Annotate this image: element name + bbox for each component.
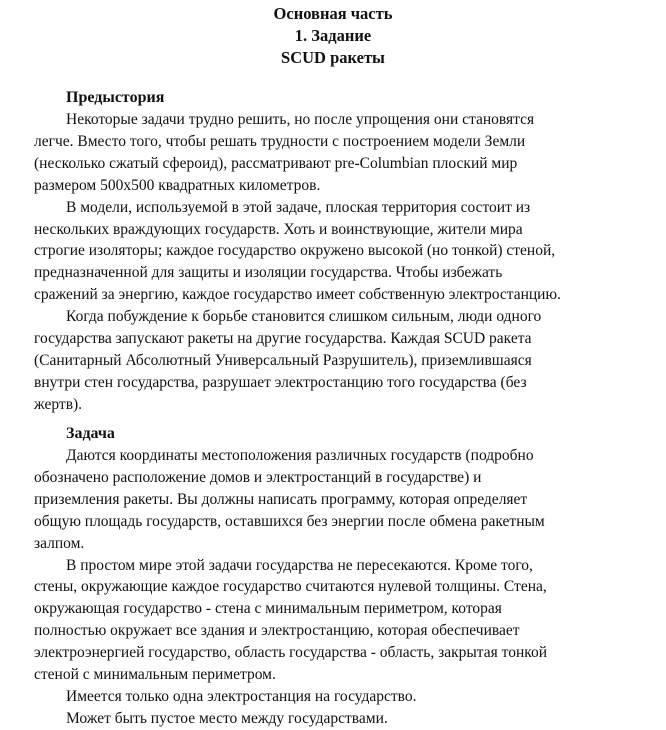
background-heading: Предыстория (66, 89, 165, 106)
paragraph-line: стены, окружающие каждое государство считаются нулевой толщины. Стена, (34, 578, 547, 596)
paragraph-line: стеной с минимальным периметром. (34, 666, 276, 684)
title-block (0, 0, 666, 69)
paragraph-line: (Санитарный Абсолютный Универсальный Разрушитель), приземлившаяся (34, 351, 532, 369)
paragraph-line: государства запускают ракеты на другие государства. Каждая SCUD ракета (34, 330, 532, 348)
task-number-title: 1. Задание (294, 26, 372, 45)
task-heading: Задача (66, 425, 115, 442)
paragraph-line: В модели, используемой в этой задаче, плоская территория состоит из (66, 198, 531, 216)
paragraph-line: Может быть пустое место между государствами. (66, 709, 388, 727)
paragraph-line: Некоторые задачи трудно решить, но после упрощения они становятся (66, 111, 535, 128)
paragraph-line: размером 500x500 квадратных километров. (34, 176, 321, 194)
paragraph-line: Когда побуждение к борьбе становится слишком сильным, люди одного (66, 308, 542, 326)
paragraph-line: электроэнергией государство, область государства - область, закрытая тонкой (34, 644, 548, 662)
main-part-title: Основная часть (273, 4, 393, 23)
paragraph-line: нескольких враждующих государств. Хоть и воинствующие, жители мира (34, 220, 523, 238)
paragraph-line: В простом мире этой задачи государства не пересекаются. Кроме того, (66, 556, 533, 574)
task-section (34, 423, 660, 730)
background-section (34, 87, 660, 416)
paragraph-line: предназначенной для защиты и изоляции государства. Чтобы избежать (34, 264, 503, 282)
paragraph-line: приземления ракеты. Вы должны написать программу, которая определяет (34, 490, 528, 508)
paragraph-line: полностью окружает все здания и электростанцию, которая обеспечивает (34, 622, 520, 640)
task-name-title: SCUD ракеты (281, 48, 385, 67)
paragraph-line: строгие изоляторы; каждое государство окружено высокой (но тонкой) стеной, (34, 242, 556, 260)
paragraph-line: залпом. (34, 534, 85, 552)
paragraph-line: Имеется только одна электростанция на государство. (66, 687, 417, 705)
paragraph-line: легче. Вместо того, чтобы решать трудности с построением модели Земли (34, 132, 526, 150)
paragraph-line: общую площадь государств, оставшихся без энергии после обмена ракетным (34, 512, 545, 530)
paragraph-line: Даются координаты местоположения различных государств (подробно (66, 447, 534, 464)
paragraph-line: (несколько сжатый сфероид), рассматривают pre-Columbian плоский мир (34, 154, 518, 172)
paragraph-line: сражений за энергию, каждое государство имеет собственную электростанцию. (34, 286, 561, 304)
paragraph-line: жертв). (34, 395, 83, 413)
paragraph-line: обозначено расположение домов и электростанций в государстве) и (34, 468, 482, 486)
paragraph-line: окружающая государство - стена с минимальным периметром, которая (34, 600, 502, 618)
paragraph-line: внутри стен государства, разрушает электростанцию того государства (без (34, 373, 527, 391)
